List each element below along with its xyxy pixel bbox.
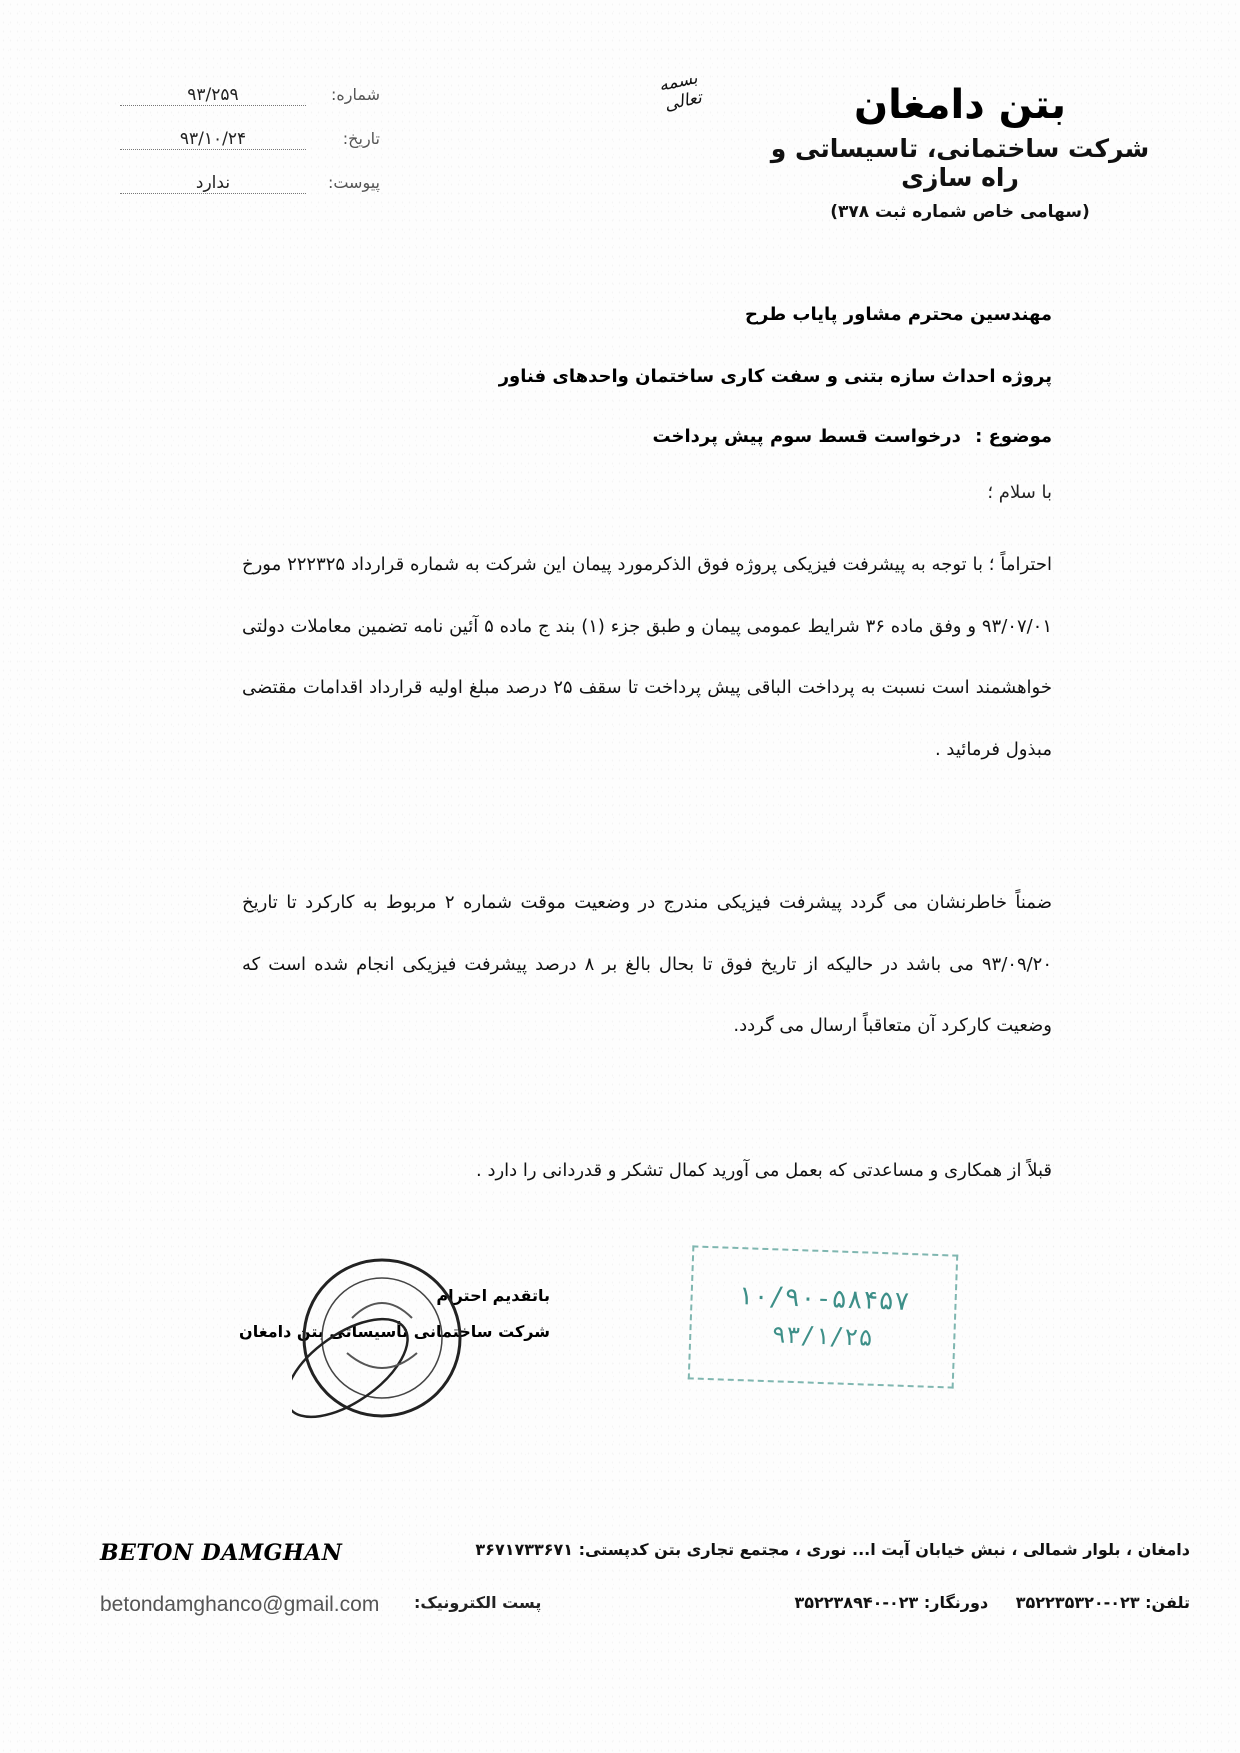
letter-meta (120, 85, 380, 217)
number-label: شماره: (330, 85, 380, 104)
body-paragraph-2: ضمناً خاطرنشان می گردد پیشرفت فیزیکی مندرج در وضعیت موقت شماره ۲ مربوط به کارکرد تا تاریخ ۹۳/۰۹/۲۰ می باشد در حالیکه از تاریخ فوق تا بحال بالغ بر ۸ درصد پیشرفت فیزیکی انجام شده است که وضعیت کارکرد آن متعاقباً ارسال می گردد. (242, 892, 1053, 1036)
received-stamp-date: ۹۳/۱/۲۵ (771, 1320, 874, 1352)
footer-phone-text: تلفن: ۰۲۳-۳۵۲۲۳۵۳۲۰ (1015, 1593, 1190, 1612)
company-header (750, 82, 1170, 222)
subject-line (652, 426, 1052, 447)
footer-phone (630, 1593, 1190, 1612)
number-value: ۹۳/۲۵۹ (120, 85, 306, 106)
company-name: بتن دامغان (853, 82, 1066, 128)
company-description: شرکت ساختمانی، تاسیساتی و راه سازی (770, 134, 1150, 192)
subject-label: موضوع : (975, 426, 1052, 447)
signature-company: شرکت ساختمانی تأسیساتی بتن دامغان (239, 1322, 550, 1341)
basmala-calligraphy: بسمه تعالی (657, 68, 704, 116)
footer-postcode: کدپستی: ۳۶۷۱۷۳۳۶۷۱ (475, 1540, 649, 1559)
attachment-label: پیوست: (327, 173, 380, 192)
company-seal-icon (292, 1248, 472, 1428)
greeting: با سلام ؛ (987, 482, 1052, 503)
received-stamp (688, 1245, 959, 1388)
addressee: مهندسین محترم مشاور پایاب طرح (745, 304, 1052, 325)
footer-address (410, 1540, 1190, 1559)
closing-line: باتقدیم احترام (436, 1286, 550, 1305)
subject-text: درخواست قسط سوم پیش پرداخت (652, 426, 961, 447)
date-value: ۹۳/۱۰/۲۴ (120, 129, 306, 150)
footer-email[interactable]: betondamghanco@gmail.com (100, 1593, 380, 1616)
body-paragraph-3: قبلاً از همکاری و مساعدتی که بعمل می آورید کمال تشکر و قدردانی را دارد . (476, 1160, 1052, 1181)
date-label: تاریخ: (342, 129, 380, 148)
footer-brand: BETON DAMGHAN (100, 1540, 343, 1566)
meta-date-row (120, 129, 380, 173)
received-stamp-number: ۱۰/۹۰-۵۸۴۵۷ (737, 1281, 911, 1318)
footer-fax-text: دورنگار: ۰۲۳-۳۵۲۲۳۸۹۴۰ (794, 1593, 989, 1612)
project-title: پروژه احداث سازه بتنی و سفت کاری ساختمان واحدهای فناور (498, 366, 1052, 387)
body-paragraph-1: احتراماً ؛ با توجه به پیشرفت فیزیکی پروژه فوق الذکرمورد پیمان این شرکت به شماره قرارداد ۲۲۲۳۲۵ مورخ ۹۳/۰۷/۰۱ و وفق ماده ۳۶ شرایط عمومی پیمان و طبق جزء (۱) بند ج ماده ۵ آئین نامه تضمین معاملات دولتی خواهشمند است نسبت به پرداخت الباقی پیش پرداخت تا سقف ۲۵ درصد مبلغ اولیه قرارداد اقدامات مقتضی مبذول فرمائید . (242, 554, 1053, 760)
meta-attachment-row (120, 173, 380, 217)
footer-address-text: دامغان ، بلوار شمالی ، نبش خیابان آیت ا... نوری ، مجتمع تجاری بتن (654, 1540, 1190, 1559)
company-registration: (سهامی خاص شماره ثبت ۳۷۸) (830, 202, 1090, 222)
footer-email-label: پست الکترونیک: (414, 1593, 542, 1612)
attachment-value: ندارد (120, 173, 306, 194)
meta-number-row (120, 85, 380, 129)
